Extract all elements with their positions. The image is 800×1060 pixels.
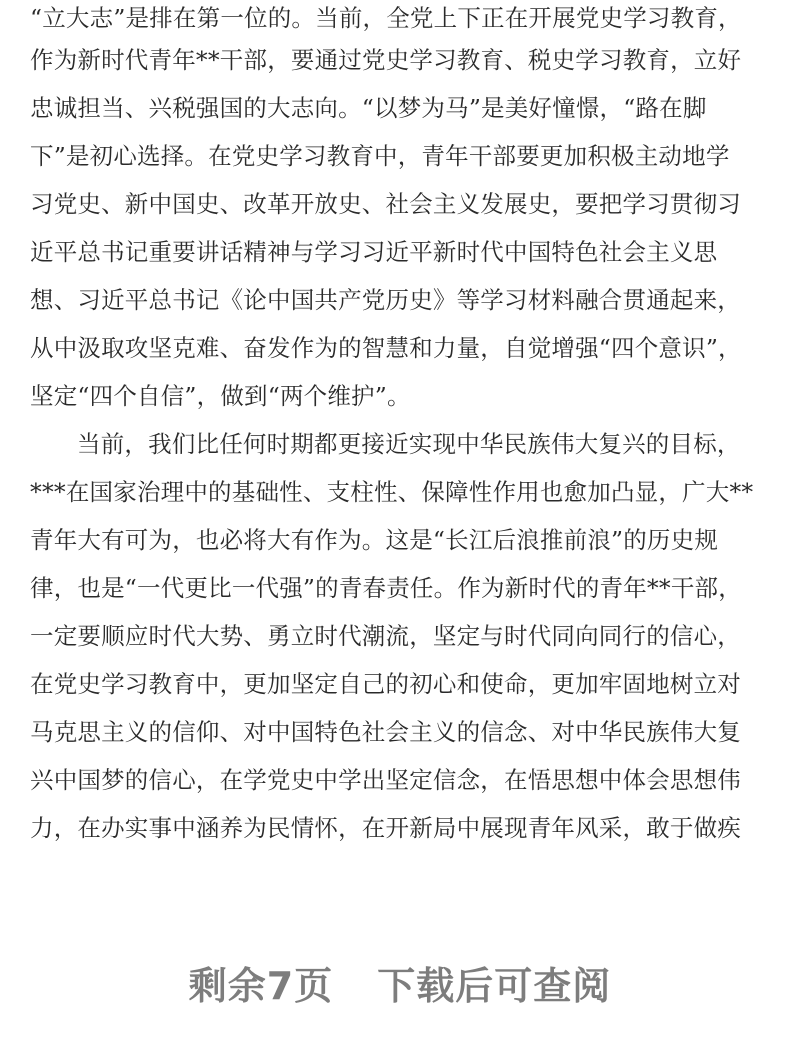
download-prompt[interactable]: [0, 955, 800, 1010]
text-line: 作为新时代青年**干部，要通过党史学习教育、税史学习教育，立好: [30, 46, 742, 74]
text-line: 忠诚担当、兴税强国的大志向。“以梦为马”是美好憧憬，“路在脚: [30, 94, 707, 122]
text-line: 兴中国梦的信心，在学党史中学出坚定信念，在悟思想中体会思想伟: [30, 766, 741, 794]
text-line: 当前，我们比任何时期都更接近实现中华民族伟大复兴的目标，: [77, 430, 741, 458]
text-line: “立大志”是排在第一位的。当前，全党上下正在开展党史学习教育，: [30, 4, 742, 32]
text-line: 从中汲取攻坚克难、奋发作为的智慧和力量，自觉增强“四个意识”，: [30, 334, 742, 362]
text-line: 习党史、新中国史、改革开放史、社会主义发展史，要把学习贯彻习: [30, 190, 741, 218]
text-line: 想、习近平总书记《论中国共产党历史》等学习材料融合贯通起来，: [30, 286, 741, 314]
download-to-view-text: 下载后可查阅: [377, 964, 612, 1008]
text-line: 近平总书记重要讲话精神与学习习近平新时代中国特色社会主义思: [30, 238, 718, 266]
text-line: ***在国家治理中的基础性、支柱性、保障性作用也愈加凸显，广大**: [30, 478, 754, 506]
text-line: 青年大有可为，也必将大有作为。这是“长江后浪推前浪”的历史规: [30, 526, 719, 554]
text-line: 一定要顺应时代大势、勇立时代潮流，坚定与时代同向同行的信心，: [30, 622, 741, 650]
text-line: 力，在办实事中涵养为民情怀，在开新局中展现青年风采，敢于做疾: [30, 814, 741, 842]
text-line: 马克思主义的信仰、对中国特色社会主义的信念、对中华民族伟大复: [30, 718, 741, 746]
text-line: 下”是初心选择。在党史学习教育中，青年干部要更加积极主动地学: [30, 142, 730, 170]
document-body: [30, 0, 775, 852]
text-line: 律，也是“一代更比一代强”的青春责任。作为新时代的青年**干部，: [30, 574, 742, 602]
text-line: 坚定“四个自信”，做到“两个维护”。: [30, 382, 411, 410]
paragraph: [30, 420, 775, 852]
remaining-pages-text: 剩余7页: [188, 964, 334, 1008]
paragraph: [30, 0, 775, 420]
text-line: 在党史学习教育中，更加坚定自己的初心和使命，更加牢固地树立对: [30, 670, 741, 698]
